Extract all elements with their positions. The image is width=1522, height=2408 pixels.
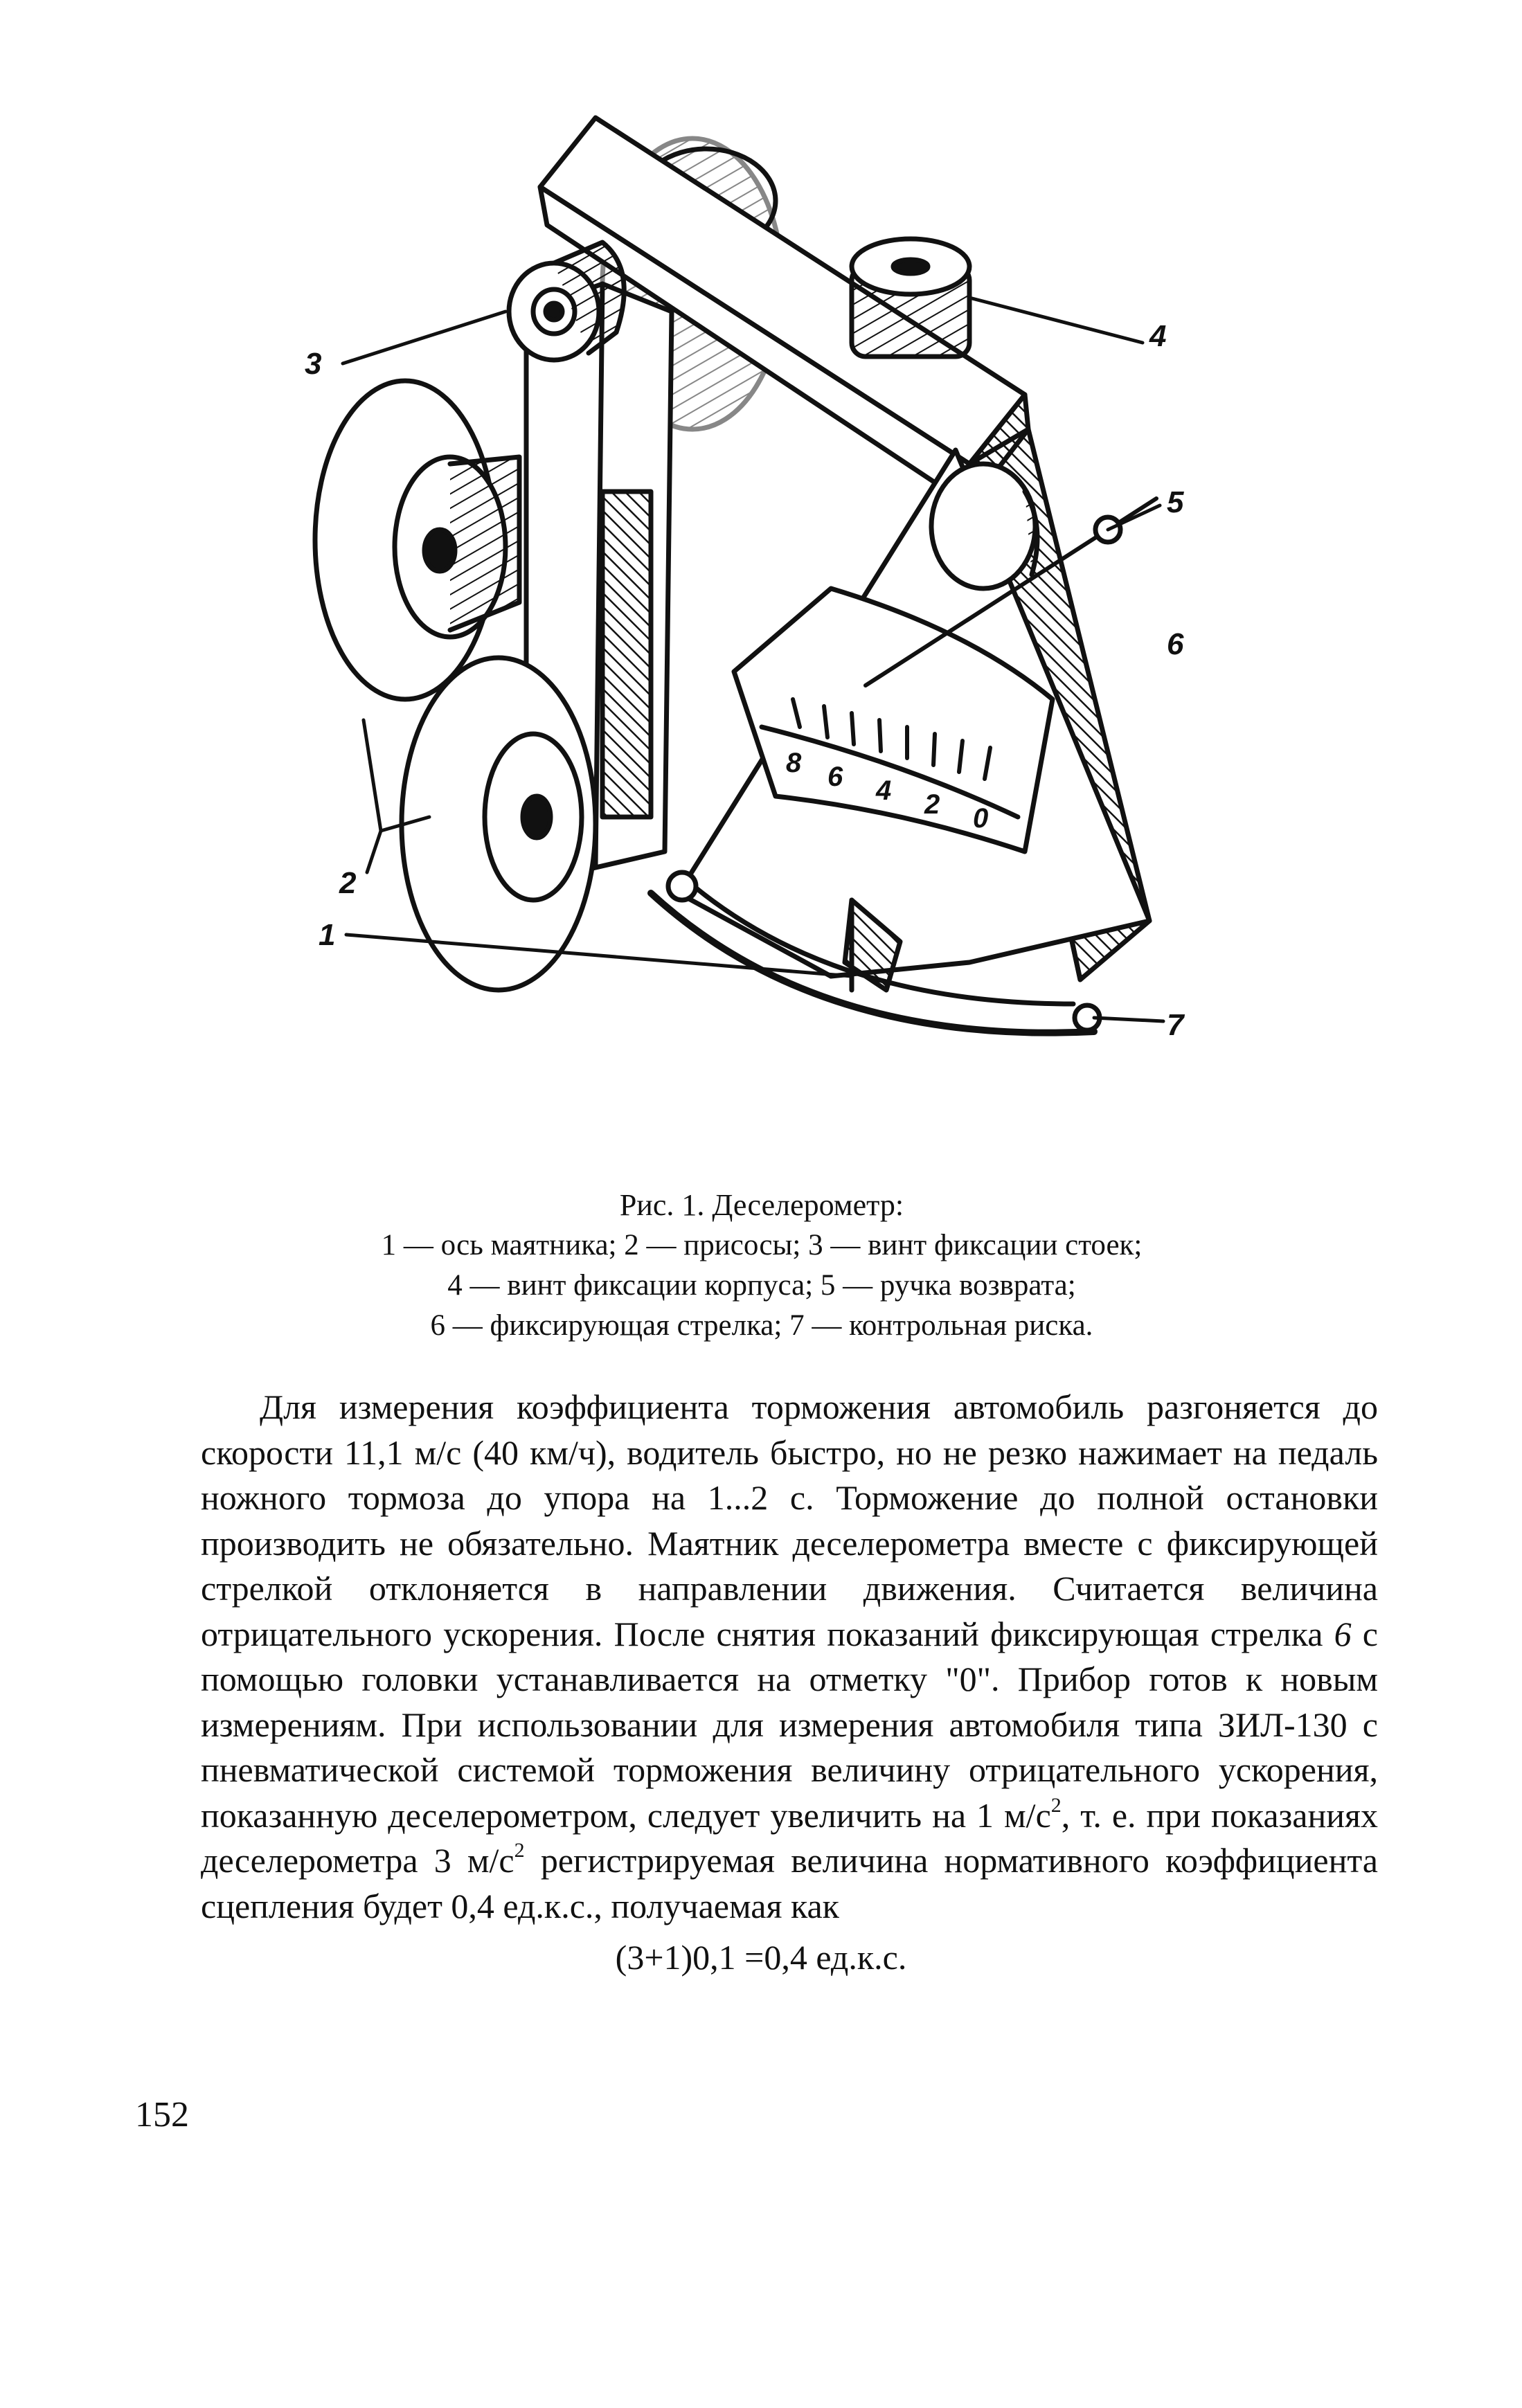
body-text-part-c: с помощью головки устанавливается на отметку "0". Прибор готов к новым измерениям. При использовании для измерения автомобиля типа ЗИЛ-130 с пневматической системой торможения величину отрицательного ускорения, показанную деселерометром, следует увеличить на 1 м/с: [201, 1614, 1378, 1835]
deceleration-meter-figure: [277, 104, 1219, 1156]
figure-caption: [208, 1185, 1316, 1346]
scale-label-2: 2: [924, 789, 940, 820]
callout-3: 3: [305, 347, 322, 381]
caption-line-1: 1 — ось маятника; 2 — присосы; 3 — винт фиксации стоек;: [381, 1229, 1143, 1261]
caption-title: Рис. 1. Деселерометр:: [619, 1188, 904, 1222]
scale-label-6: 6: [827, 762, 843, 792]
callout-7: 7: [1167, 1008, 1184, 1042]
callout-4: 4: [1149, 319, 1167, 353]
caption-line-2: 4 — винт фиксации корпуса; 5 — ручка возврата;: [447, 1269, 1076, 1302]
formula: (3+1)0,1 =0,4 ед.к.с.: [615, 1938, 907, 1977]
callout-1: 1: [319, 918, 336, 952]
caption-line-3: 6 — фиксирующая стрелка; 7 — контрольная риска.: [430, 1309, 1093, 1342]
body-text-part-d: , т. е. при показаниях деселерометра 3 м/с: [201, 1795, 1378, 1880]
body-text-part-a: Для измерения коэффициента торможения автомобиль разгоняется до скорости 11,1 м/с (40 км/ч), водитель быстро, но не резко нажимает на педаль ножного тормоза до упора на 1...2 с. Торможение до полной остановки производить не обязательно. Маятник деселерометра вместе с фиксирующей стрелкой отклоняется в направлении движения. Считается величина отрицательного ускорения. После снятия показаний фиксирующая стрелка: [201, 1387, 1378, 1653]
page-number: 152: [135, 2095, 189, 2135]
callout-5: 5: [1167, 485, 1184, 519]
scale-label-0: 0: [973, 803, 989, 834]
callout-2: 2: [339, 866, 357, 900]
body-text-part-e: регистрируемая величина нормативного коэффициента сцепления будет 0,4 ед.к.с., получаемая как: [201, 1841, 1378, 1925]
body-superscript-2: 2: [514, 1839, 525, 1862]
scale-label-4: 4: [876, 775, 892, 806]
callout-6: 6: [1167, 627, 1184, 661]
body-superscript-1: 2: [1050, 1793, 1062, 1817]
body-paragraph: [201, 1385, 1378, 1929]
scale-label-8: 8: [786, 748, 802, 778]
body-text-ref-6: 6: [1334, 1614, 1352, 1653]
